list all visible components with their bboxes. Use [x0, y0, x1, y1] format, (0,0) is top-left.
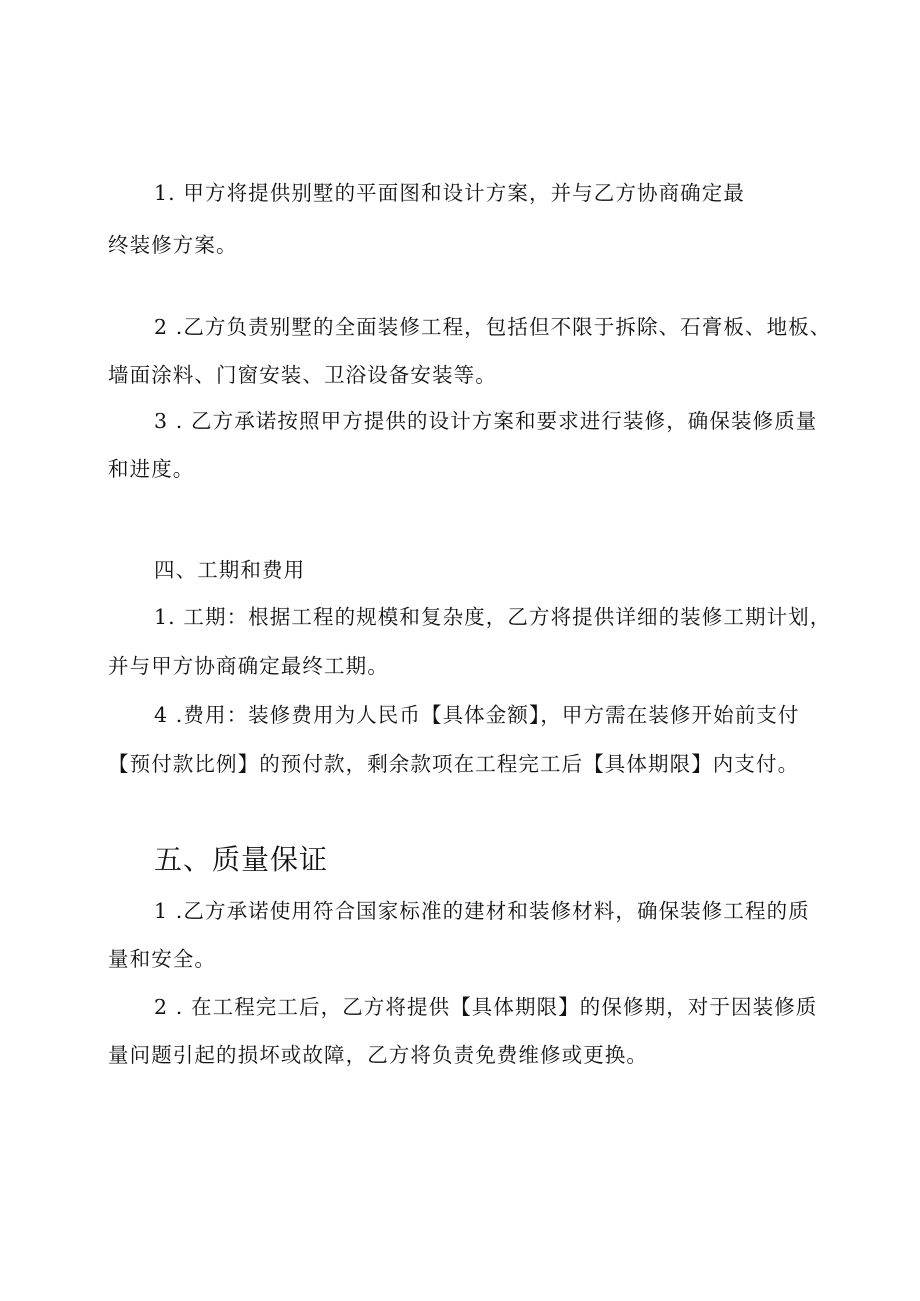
- paragraph-line: 1. 甲方将提供别墅的平面图和设计方案，并与乙方协商确定最: [154, 181, 745, 205]
- paragraph-line: 1 .乙方承诺使用符合国家标准的建材和装修材料，确保装修工程的质: [154, 899, 810, 923]
- paragraph-line: 并与甲方协商确定最终工期。: [108, 654, 389, 678]
- paragraph-line: 2 . 在工程完工后，乙方将提供【具体期限】的保修期，对于因装修质: [154, 995, 818, 1019]
- paragraph-line: 4 .费用：装修费用为人民币【具体金额】，甲方需在装修开始前支付: [154, 703, 800, 727]
- paragraph-line: 量和安全。: [108, 947, 216, 971]
- paragraph-line: 量问题引起的损坏或故障，乙方将负责免费维修或更换。: [108, 1043, 648, 1067]
- paragraph-line: 终装修方案。: [108, 233, 238, 257]
- paragraph-line: 2 .乙方负责别墅的全面装修工程，包括但不限于拆除、石膏板、地板、: [154, 315, 832, 339]
- paragraph-line: 【预付款比例】的预付款，剩余款项在工程完工后【具体期限】内支付。: [108, 752, 800, 776]
- paragraph-line: 和进度。: [108, 457, 195, 481]
- section-heading: 四、工期和费用: [154, 558, 306, 582]
- paragraph-line: 3 . 乙方承诺按照甲方提供的设计方案和要求进行装修，确保装修质量: [154, 409, 818, 433]
- paragraph-line: 墙面涂料、门窗安装、卫浴设备安装等。: [108, 363, 497, 387]
- section-heading: 五、质量保证: [154, 843, 329, 876]
- paragraph-line: 1. 工期：根据工程的规模和复杂度，乙方将提供详细的装修工期计划，: [154, 605, 832, 629]
